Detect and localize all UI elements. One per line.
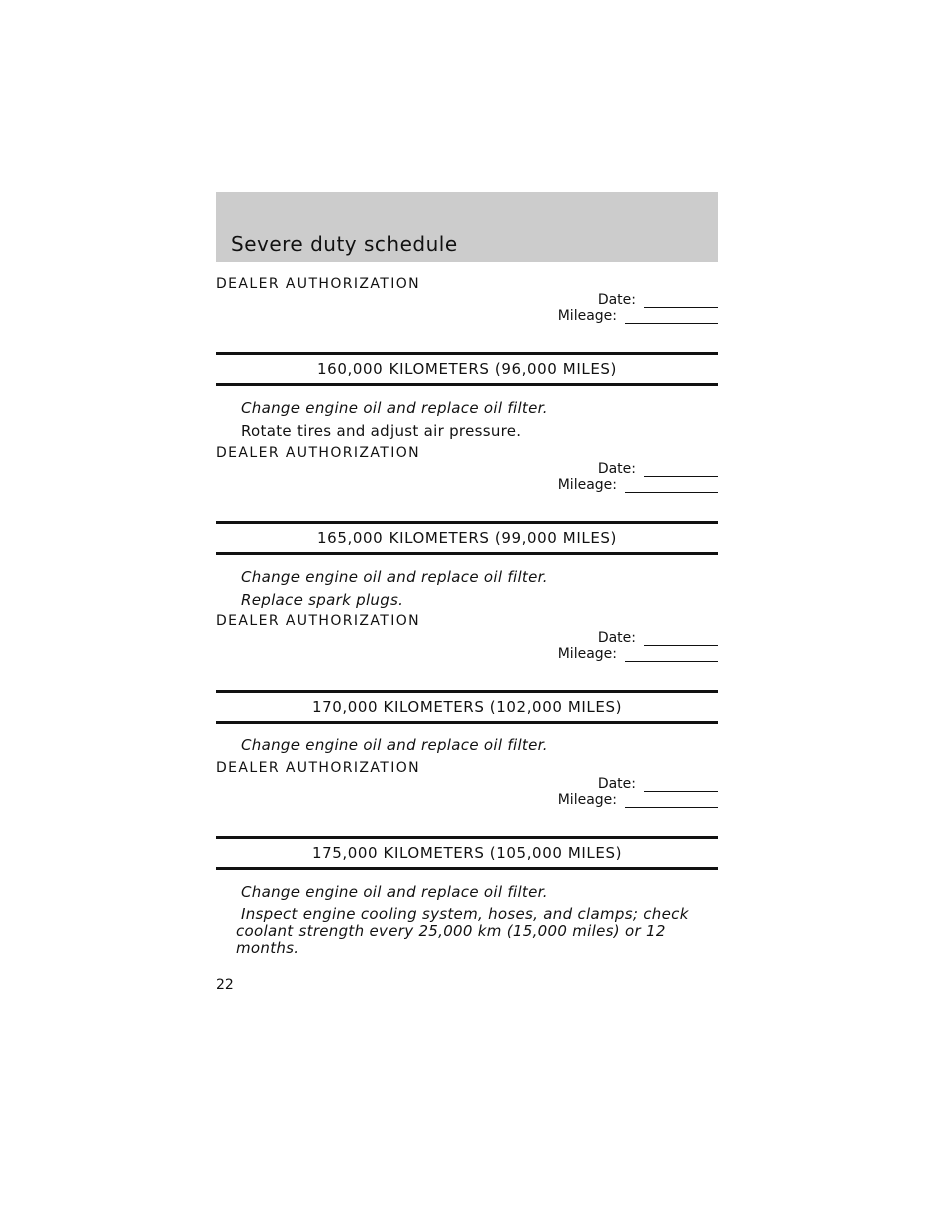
- mileage-field[interactable]: [558, 477, 718, 493]
- mileage-label: Mileage:: [557, 477, 617, 493]
- date-line[interactable]: [644, 295, 718, 308]
- mileage-label: Mileage:: [557, 792, 617, 808]
- milestone-heading: 165,000 KILOMETERS (99,000 MILES): [216, 521, 718, 555]
- mileage-field[interactable]: [558, 792, 718, 808]
- milestone-heading: 175,000 KILOMETERS (105,000 MILES): [216, 836, 718, 870]
- dealer-authorization-label: DEALER AUTHORIZATION: [216, 445, 421, 461]
- page-number: 22: [216, 977, 234, 993]
- task-item: Change engine oil and replace oil filter.: [241, 568, 548, 586]
- mileage-field[interactable]: [558, 308, 718, 324]
- mileage-line[interactable]: [625, 649, 718, 662]
- header-band: [216, 192, 718, 262]
- task-item: Change engine oil and replace oil filter.: [241, 736, 548, 754]
- date-line[interactable]: [644, 464, 718, 477]
- task-item: Change engine oil and replace oil filter.: [241, 399, 548, 417]
- task-item: Rotate tires and adjust air pressure.: [241, 422, 522, 440]
- dealer-authorization-label: DEALER AUTHORIZATION: [216, 276, 421, 292]
- date-field[interactable]: [598, 776, 718, 792]
- task-item: Change engine oil and replace oil filter.: [241, 883, 548, 901]
- dealer-authorization-label: DEALER AUTHORIZATION: [216, 760, 421, 776]
- milestone-heading: 170,000 KILOMETERS (102,000 MILES): [216, 690, 718, 724]
- dealer-authorization-label: DEALER AUTHORIZATION: [216, 613, 421, 629]
- mileage-label: Mileage:: [557, 308, 617, 324]
- date-field[interactable]: [598, 461, 718, 477]
- date-label: Date:: [597, 630, 636, 646]
- date-field[interactable]: [598, 630, 718, 646]
- date-line[interactable]: [644, 779, 718, 792]
- milestone-heading: 160,000 KILOMETERS (96,000 MILES): [216, 352, 718, 386]
- date-label: Date:: [597, 292, 636, 308]
- mileage-line[interactable]: [625, 795, 718, 808]
- date-line[interactable]: [644, 633, 718, 646]
- task-item: Replace spark plugs.: [241, 591, 404, 609]
- mileage-field[interactable]: [558, 646, 718, 662]
- date-field[interactable]: [598, 292, 718, 308]
- page-title: Severe duty schedule: [231, 232, 458, 256]
- task-item: Inspect engine cooling system, hoses, and clamps; check coolant strength every 25,000 km (15,000 miles) or 12 months.: [236, 905, 689, 957]
- date-label: Date:: [597, 776, 636, 792]
- mileage-line[interactable]: [625, 311, 718, 324]
- mileage-line[interactable]: [625, 480, 718, 493]
- mileage-label: Mileage:: [557, 646, 617, 662]
- date-label: Date:: [597, 461, 636, 477]
